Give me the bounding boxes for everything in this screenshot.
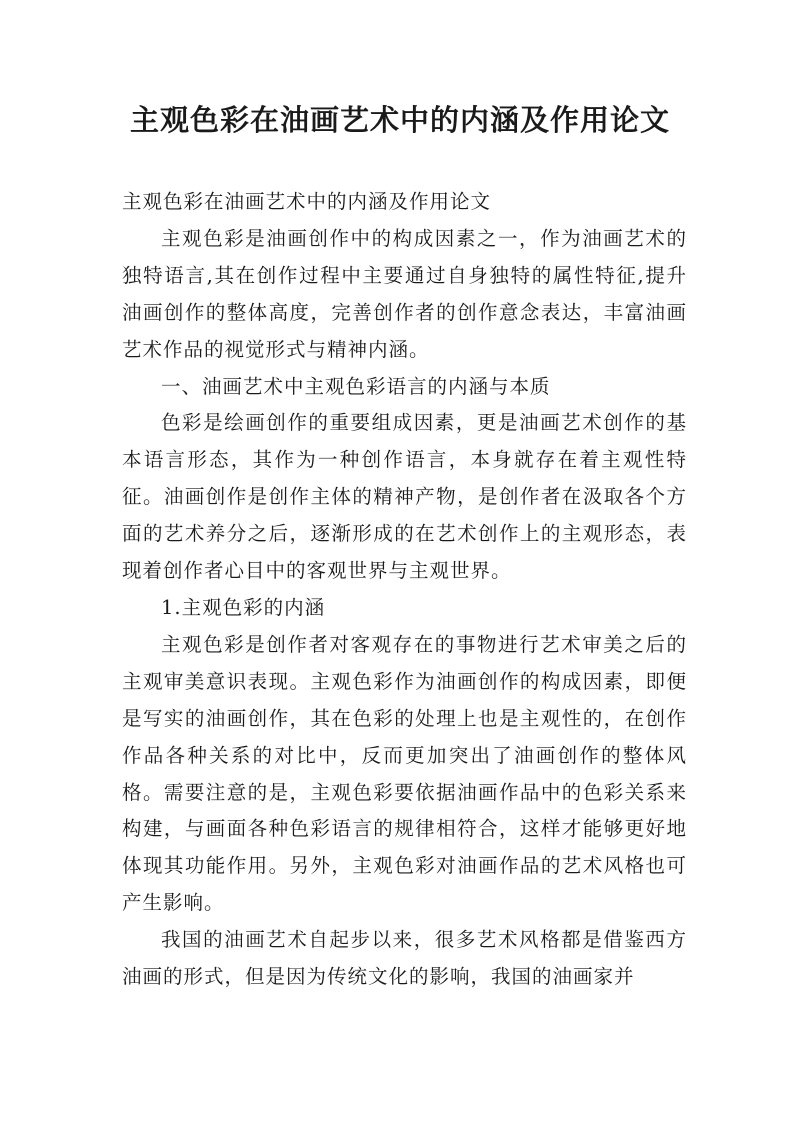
paragraph-china-oil-painting: 我国的油画艺术自起步以来，很多艺术风格都是借鉴西方油画的形式，但是因为传统文化的影响，我国的油画家并 — [122, 928, 687, 989]
paragraph-subjective-color: 主观色彩是创作者对客观存在的事物进行艺术审美之后的主观审美意识表现。主观色彩作为油画创作的构成因素，即便是写实的油画创作，其在色彩的处理上也是主观性的，在创作作品各种关系的对比中，反而更加突出了油画创作的整体风格。需要注意的是，主观色彩要依据油画作品中的色彩关系来构建，与画面各种色彩语言的规律相符合，这样才能够更好地体现其功能作用。另外，主观色彩对油画作品的艺术风格也可产生影响。 — [122, 632, 687, 915]
document-body — [122, 184, 687, 996]
section-heading-1: 一、油画艺术中主观色彩语言的内涵与本质 — [161, 374, 551, 398]
paragraph-subtitle: 主观色彩在油画艺术中的内涵及作用论文 — [122, 190, 492, 213]
paragraph-color-basics: 色彩是绘画创作的重要组成因素，更是油画艺术创作的基本语言形态，其作为一种创作语言，本身就存在着主观性特征。油画创作是创作主体的精神产物，是创作者在汲取各个方面的艺术养分之后，逐渐形成的在艺术创作上的主观形态，表现着创作者心目中的客观世界与主观世界。 — [122, 411, 687, 583]
paragraph-intro: 主观色彩是油画创作中的构成因素之一，作为油画艺术的独特语言,其在创作过程中主要通过自身独特的属性特征,提升油画创作的整体高度，完善创作者的创作意念表达，丰富油画艺术作品的视觉形式与精神内涵。 — [122, 226, 687, 361]
document-title: 主观色彩在油画艺术中的内涵及作用论文 — [129, 103, 670, 137]
subsection-heading-1-1: 1.主观色彩的内涵 — [161, 595, 326, 619]
